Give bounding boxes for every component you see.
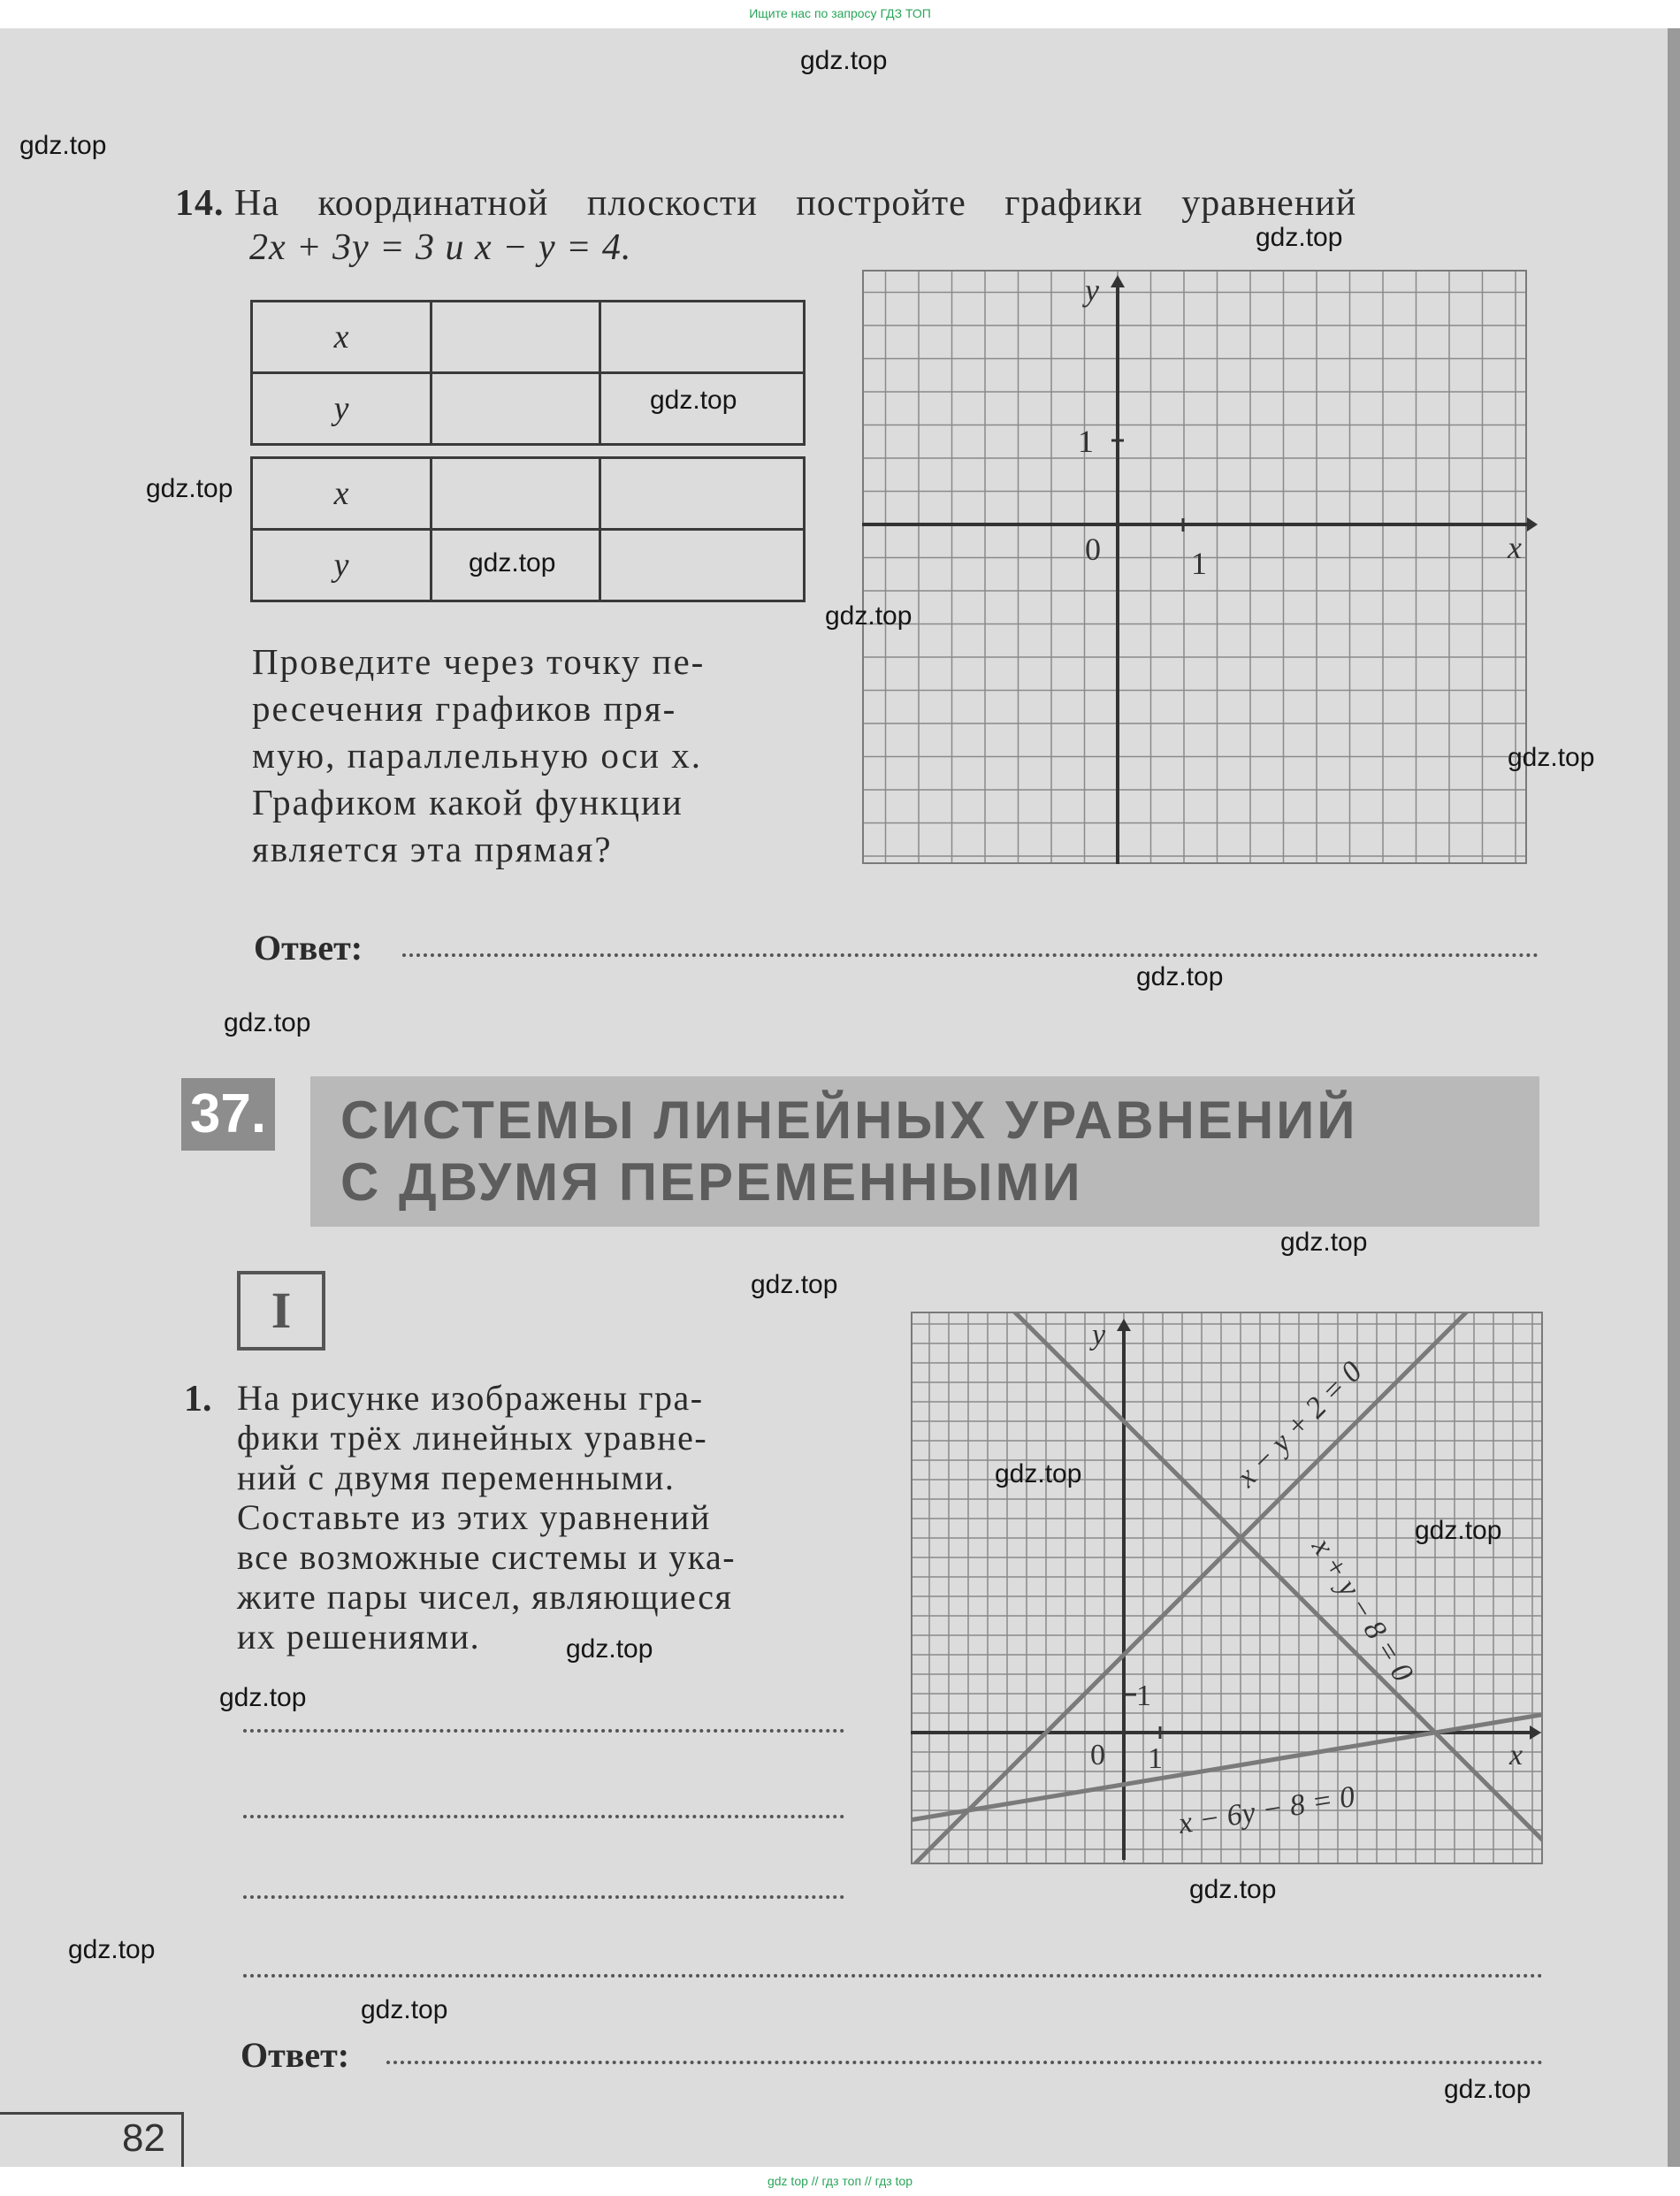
watermark: gdz.top bbox=[995, 1459, 1082, 1488]
answer-line[interactable] bbox=[243, 1895, 844, 1899]
watermark: gdz.top bbox=[1280, 1228, 1368, 1257]
x-axis-arrow-icon bbox=[1527, 517, 1538, 532]
x-axis-label: x bbox=[1509, 1739, 1523, 1771]
equation-line bbox=[911, 1312, 1543, 1840]
page-edge-shadow bbox=[1668, 28, 1680, 2167]
watermark: gdz.top bbox=[1136, 962, 1224, 991]
table-cell[interactable] bbox=[431, 302, 600, 373]
task14-answer-label: Ответ: bbox=[254, 928, 363, 968]
table-header-y: y bbox=[252, 530, 431, 601]
top-banner-text: Ищите нас по запросу ГДЗ ТОП bbox=[749, 6, 931, 20]
y-axis-label: y bbox=[1092, 1319, 1106, 1351]
origin-label: 0 bbox=[1085, 532, 1101, 567]
question-line: Графиком какой функции bbox=[252, 782, 683, 823]
y-axis-arrow-icon bbox=[1117, 1319, 1131, 1331]
section-title-line: СИСТЕМЫ ЛИНЕЙНЫХ УРАВНЕНИЙ bbox=[340, 1090, 1358, 1150]
grid-border bbox=[912, 1312, 1542, 1863]
task1-answer-label: Ответ: bbox=[241, 2035, 350, 2075]
task14-statement bbox=[175, 181, 1537, 226]
watermark: gdz.top bbox=[1508, 743, 1595, 772]
table-cell[interactable] bbox=[600, 302, 805, 373]
watermark: gdz.top bbox=[224, 1008, 311, 1037]
statement-line: их решениями. bbox=[237, 1617, 481, 1657]
task1-answer-line[interactable] bbox=[386, 2061, 1543, 2064]
question-line: Проведите через точку пе- bbox=[252, 641, 706, 682]
top-banner bbox=[0, 0, 1680, 28]
table-header-y: y bbox=[252, 373, 431, 445]
watermark: gdz.top bbox=[825, 601, 913, 631]
statement-line: На рисунке изображены гра- bbox=[237, 1378, 704, 1418]
watermark: gdz.top bbox=[68, 1935, 156, 1964]
table-header-x: x bbox=[252, 458, 431, 530]
watermark: gdz.top bbox=[1256, 223, 1343, 252]
bottom-banner bbox=[0, 2167, 1680, 2196]
section-title-line: С ДВУМЯ ПЕРЕМЕННЫМИ bbox=[340, 1152, 1083, 1212]
line-label: x + y − 8 = 0 bbox=[1305, 1532, 1420, 1688]
table-cell[interactable] bbox=[431, 458, 600, 530]
answer-line[interactable] bbox=[243, 1815, 844, 1818]
statement-line: фики трёх линейных уравне- bbox=[237, 1418, 708, 1458]
task1-statement bbox=[237, 1378, 856, 1657]
page-number: 82 bbox=[122, 2116, 165, 2160]
question-line: является эта прямая? bbox=[252, 829, 613, 869]
x-tick-label: 1 bbox=[1191, 546, 1207, 581]
linear-equations-graph bbox=[911, 1312, 1543, 1864]
coordinate-grid-task14[interactable] bbox=[862, 270, 1539, 871]
statement-line: все возможные системы и ука- bbox=[237, 1537, 737, 1577]
watermark: gdz.top bbox=[566, 1634, 653, 1664]
equation-line bbox=[911, 1312, 1543, 1864]
question-line: ресечения графиков пря- bbox=[252, 688, 677, 729]
bottom-banner-text: gdz top // гдз топ // гдз top bbox=[767, 2174, 913, 2188]
x-axis-arrow-icon bbox=[1530, 1725, 1541, 1740]
value-table-2 bbox=[250, 456, 806, 602]
watermark: gdz.top bbox=[751, 1270, 838, 1299]
task14-equations: 2x + 3y = 3 и x − y = 4. bbox=[249, 227, 632, 268]
y-axis-label: y bbox=[1085, 272, 1099, 308]
watermark: gdz.top bbox=[361, 1995, 448, 2024]
line-label: x − 6y − 8 = 0 bbox=[1176, 1779, 1357, 1840]
origin-label: 0 bbox=[1090, 1739, 1105, 1771]
y-tick-label: 1 bbox=[1136, 1680, 1151, 1712]
x-tick-label: 1 bbox=[1148, 1742, 1163, 1775]
table-row bbox=[252, 458, 805, 530]
question-line: мую, параллельную оси x. bbox=[252, 735, 703, 776]
answer-line[interactable] bbox=[243, 1974, 1543, 1978]
watermark: gdz.top bbox=[146, 474, 233, 503]
value-table-1 bbox=[250, 300, 806, 446]
watermark: gdz.top bbox=[19, 131, 107, 160]
watermark: gdz.top bbox=[800, 46, 888, 75]
graph-lines bbox=[911, 1312, 1543, 1864]
statement-line: Составьте из этих уравнений bbox=[237, 1497, 711, 1537]
grid-lines bbox=[911, 1312, 1543, 1864]
difficulty-level-badge: I bbox=[237, 1271, 325, 1351]
watermark: gdz.top bbox=[219, 1683, 307, 1712]
task14-number: 14. bbox=[175, 183, 225, 224]
section-number: 37. bbox=[181, 1078, 275, 1151]
watermark: gdz.top bbox=[1189, 1875, 1277, 1904]
answer-line[interactable] bbox=[243, 1729, 844, 1733]
table-cell[interactable] bbox=[600, 458, 805, 530]
table-row bbox=[252, 302, 805, 373]
watermark: gdz.top bbox=[1415, 1516, 1502, 1545]
x-axis-label: x bbox=[1508, 530, 1522, 565]
watermark: gdz.top bbox=[1444, 2075, 1531, 2104]
task1-number: 1. bbox=[184, 1379, 212, 1419]
task14-question bbox=[252, 639, 809, 873]
watermark: gdz.top bbox=[469, 548, 556, 578]
task14-line1: На координатной плоскости постройте графики уравнений bbox=[234, 183, 1357, 224]
watermark: gdz.top bbox=[650, 386, 737, 415]
section-title bbox=[340, 1090, 1357, 1213]
statement-line: ний с двумя переменными. bbox=[237, 1458, 676, 1497]
table-cell[interactable] bbox=[431, 373, 600, 445]
statement-line: жите пары чисел, являющиеся bbox=[237, 1577, 733, 1617]
task14-answer-line[interactable] bbox=[402, 953, 1539, 957]
line-label: x − y + 2 = 0 bbox=[1230, 1355, 1369, 1494]
y-tick-label: 1 bbox=[1078, 424, 1094, 459]
table-cell[interactable] bbox=[600, 530, 805, 601]
y-axis-arrow-icon bbox=[1111, 275, 1125, 287]
table-header-x: x bbox=[252, 302, 431, 373]
